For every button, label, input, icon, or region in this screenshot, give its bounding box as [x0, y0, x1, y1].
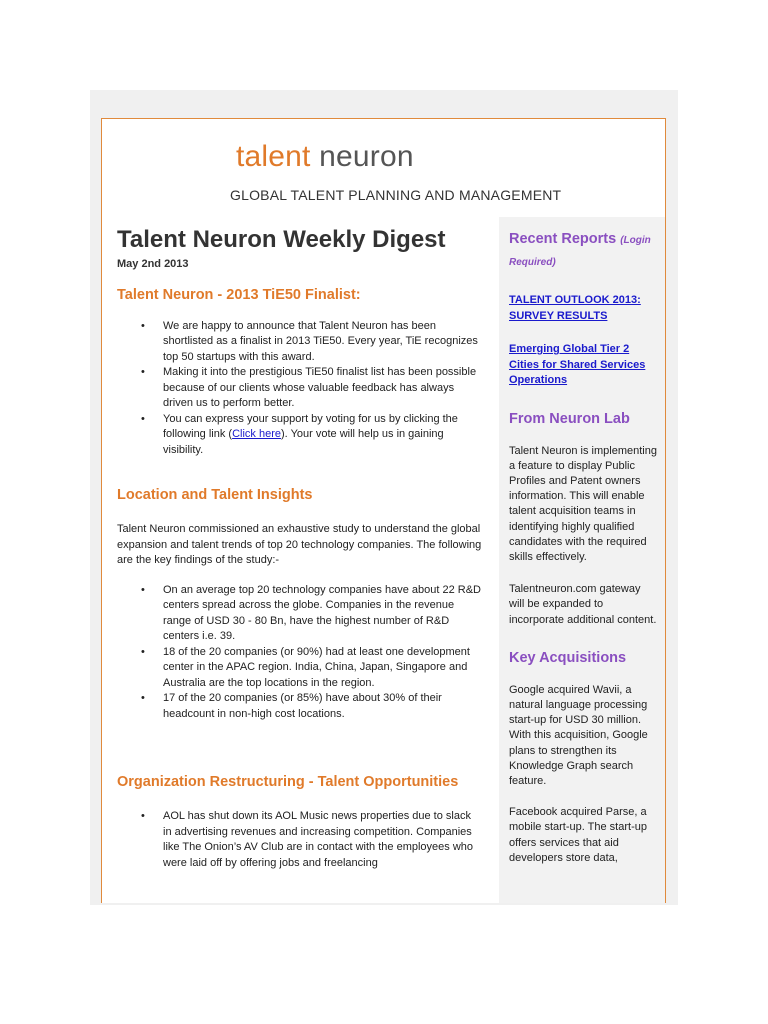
logo-word-neuron: neuron	[310, 140, 414, 173]
talent-neuron-logo	[236, 139, 414, 175]
page-title: Talent Neuron Weekly Digest	[117, 226, 446, 253]
vote-link[interactable]: Click here	[232, 428, 281, 440]
tagline: GLOBAL TALENT PLANNING AND MANAGEMENT	[230, 187, 562, 203]
bullet-text: You can express your support by voting for us by clicking the following link (	[163, 412, 458, 440]
sidebar-heading-recent-reports	[509, 229, 657, 273]
section-heading-restructuring: Organization Restructuring - Talent Opportunities	[117, 774, 459, 790]
sidebar-heading-acquisitions: Key Acquisitions	[509, 649, 627, 666]
issue-date: May 2nd 2013	[117, 258, 189, 270]
bullet-text: ). Your vote will help us in gaining visibility.	[163, 428, 444, 456]
acquisition-text: Google acquired Wavii, a natural language processing start-up for USD 30 million. With this acquisition, Google plans to strengthen its Knowledge Graph search feature.	[509, 683, 648, 787]
neuron-lab-text: Talent Neuron is implementing a feature to display Public Profiles and Patent owners information. This will enable talent acquisition teams in identifying highly qualified candidates with the required skills effectively.	[509, 444, 657, 563]
list-item: • 18 of the 20 companies (or 90%) had at least one development center in the APAC region. India, China, Japan, Singapore and Australia are the top locations in the region.	[117, 645, 482, 692]
report-link-talent-outlook[interactable]: TALENT OUTLOOK 2013: SURVEY RESULTS	[509, 294, 641, 322]
sidebar-heading-neuron-lab: From Neuron Lab	[509, 410, 630, 427]
findings-bullet-list	[117, 583, 482, 723]
neuron-lab-text: Talentneuron.com gateway will be expanded to incorporate additional content.	[509, 583, 657, 626]
restructuring-bullet-list	[117, 809, 482, 871]
list-item: • AOL has shut down its AOL Music news properties due to slack in advertising revenues and increasing competition. Companies like The Onion’s AV Club are in contact with the employees who were laid off by offering jobs and freelancing	[117, 809, 482, 871]
sidebar	[499, 217, 666, 903]
recent-reports-title: Recent Reports	[509, 231, 617, 247]
main-content	[117, 225, 482, 871]
section-heading-location-insights: Location and Talent Insights	[117, 487, 313, 503]
logo-word-talent: talent	[236, 140, 311, 173]
report-links	[509, 293, 657, 389]
report-link-tier2-cities[interactable]: Emerging Global Tier 2 Cities for Shared Services Operations	[509, 343, 646, 386]
list-item: • We are happy to announce that Talent Neuron has been shortlisted as a finalist in 2013 TiE50. Every year, TiE recognizes top 50 startups with this award.	[117, 319, 482, 366]
list-item: • On an average top 20 technology companies have about 22 R&D centers spread across the globe. Companies in the revenue range of USD 30 - 80 Bn, have the highest number of R&D centers i.e. 39.	[117, 583, 482, 645]
acquisition-text: Facebook acquired Parse, a mobile start-up. The start-up offers services that aid developers store data,	[509, 806, 647, 864]
list-item: • 17 of the 20 companies (or 85%) have about 30% of their headcount in non-high cost locations.	[117, 691, 482, 722]
section-heading-tie50: Talent Neuron - 2013 TiE50 Finalist:	[117, 286, 361, 303]
login-required-note: (Login Required)	[509, 235, 651, 268]
newsletter-frame	[101, 118, 666, 903]
list-item: • Making it into the prestigious TiE50 finalist list has been possible because of our clients whose valuable feedback has always driven us to perform better.	[117, 365, 482, 412]
study-intro: Talent Neuron commissioned an exhaustive study to understand the global expansion and talent trends of top 20 technology companies. The following are the key findings of the study:-	[117, 523, 482, 566]
list-item	[117, 412, 482, 459]
tie50-bullet-list	[117, 319, 482, 459]
